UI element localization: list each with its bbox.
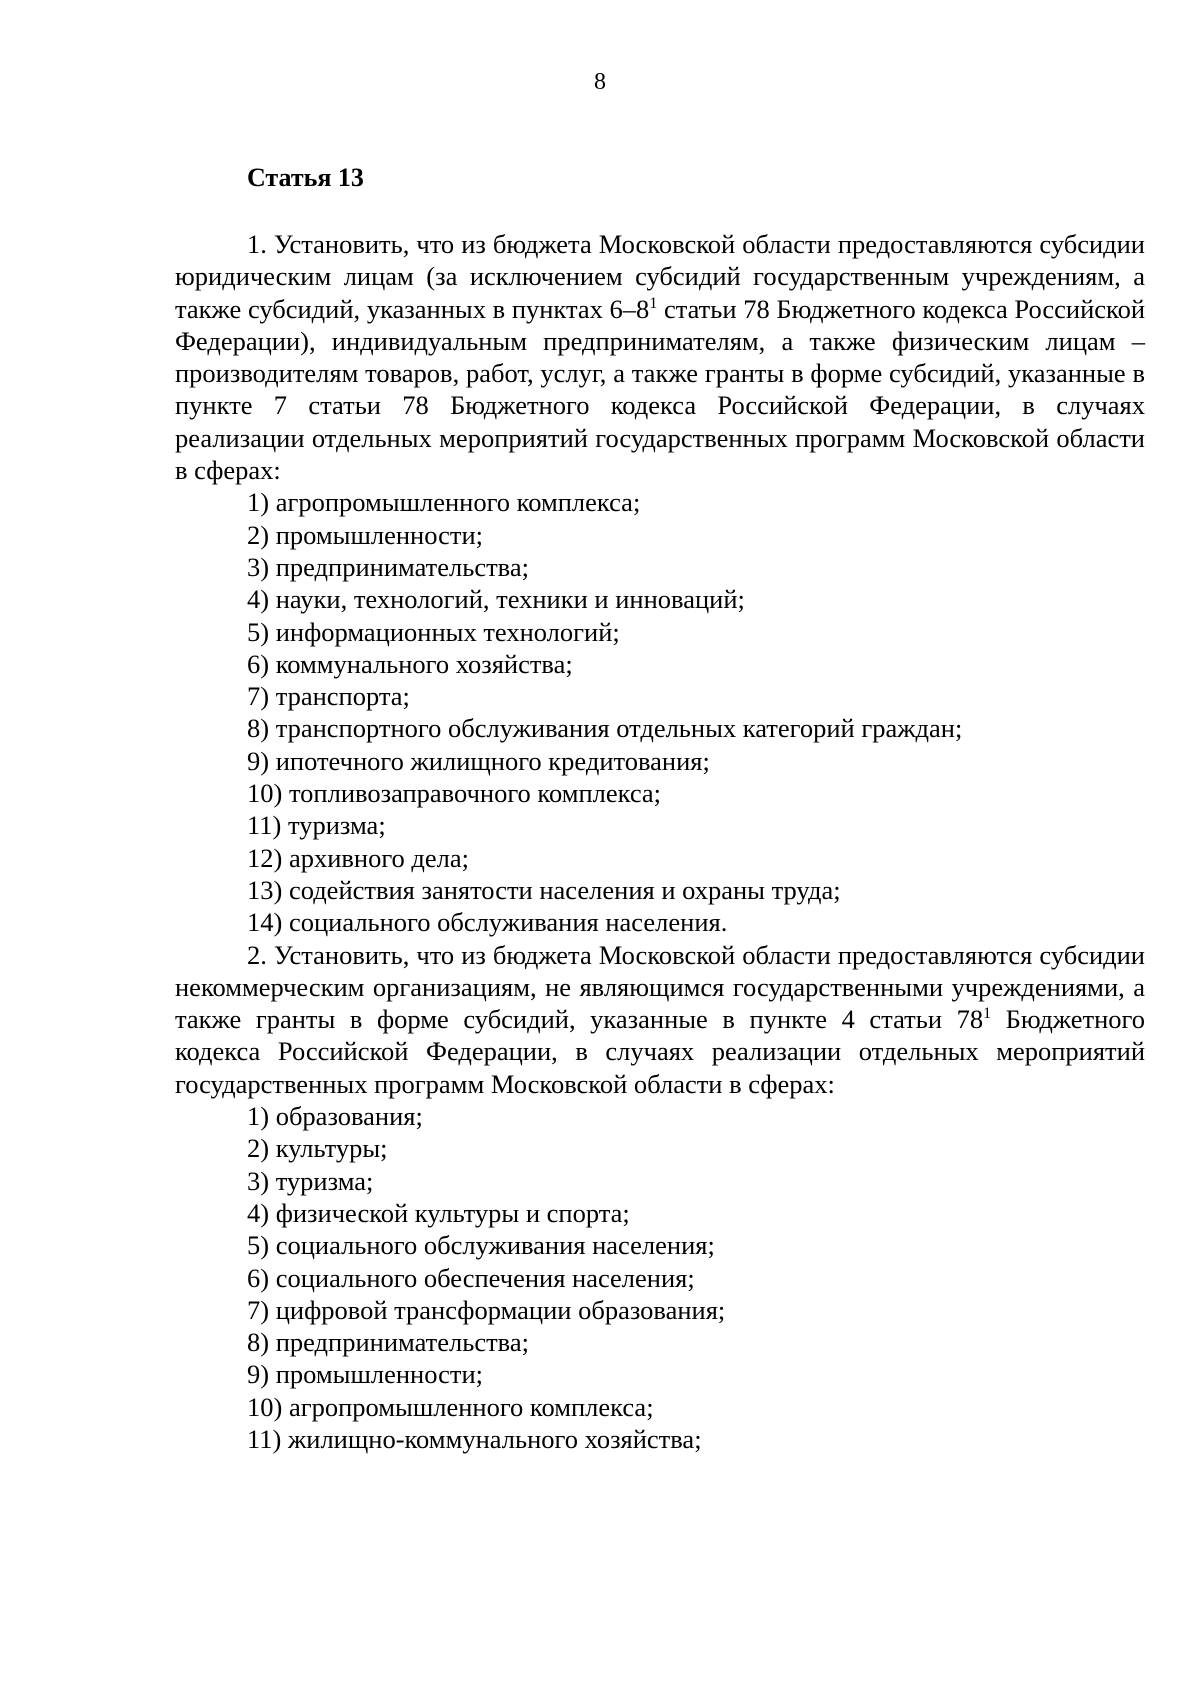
list-item: 5) социального обслуживания населения;: [247, 1230, 715, 1261]
list-item: 7) транспорта;: [247, 681, 410, 712]
list-item: 11) туризма;: [247, 810, 386, 841]
section-1-list: [175, 486, 1145, 938]
list-item: 1) агропромышленного комплекса;: [247, 487, 641, 518]
section-1-intro: [175, 228, 1145, 486]
section-2-intro: [175, 939, 1145, 1100]
list-item: 1) образования;: [247, 1101, 423, 1132]
list-item: 8) предпринимательства;: [247, 1327, 529, 1358]
section-2-list: [175, 1100, 1145, 1455]
list-item: 4) науки, технологий, техники и инноваций;: [247, 584, 745, 615]
list-item: 3) предпринимательства;: [247, 551, 529, 582]
list-item: 6) коммунального хозяйства;: [247, 648, 573, 679]
list-item: 13) содействия занятости населения и охраны труда;: [247, 874, 841, 905]
section-2-intro-end: Бюджетного кодекса Российской Федерации, в случаях реализации отдельных мероприятий государственных программ Московской области в сферах:: [175, 1004, 1145, 1099]
list-item: 6) социального обеспечения населения;: [247, 1262, 695, 1293]
list-item: 14) социального обслуживания населения.: [247, 907, 728, 938]
list-item: 9) промышленности;: [247, 1359, 484, 1390]
page-number: 8: [594, 69, 606, 95]
list-item: 2) культуры;: [247, 1133, 388, 1164]
list-item: 7) цифровой трансформации образования;: [247, 1294, 726, 1325]
list-item: 9) ипотечного жилищного кредитования;: [247, 745, 710, 776]
section-1-intro-end: статьи 78 Бюджетного кодекса Российской Федерации), индивидуальным предпринимателям, а также физическим лицам – производителям товаров, работ, услуг, а также гранты в форме субсидий, указанные в пункте 7 статьи 78 Бюджетного кодекса Российской Федерации, в случаях реализации отдельных мероприятий государственных программ Московской области в сферах:: [175, 293, 1145, 486]
list-item: 3) туризма;: [247, 1165, 374, 1196]
list-item: 11) жилищно-коммунального хозяйства;: [247, 1423, 702, 1454]
list-item: 12) архивного дела;: [247, 842, 470, 873]
list-item: 2) промышленности;: [247, 519, 484, 550]
section-1-intro-start: 1. Установить, что из бюджета Московской области предоставляются субсидии юридическим лицам (за исключением субсидий государственным учреждениям, а также субсидий, указанных в пунктах 6–8: [175, 229, 1145, 324]
list-item: 10) топливозаправочного комплекса;: [247, 778, 662, 809]
section-1-intro-superscript: 1: [649, 294, 658, 312]
list-item: 5) информационных технологий;: [247, 616, 620, 647]
list-item: 4) физической культуры и спорта;: [247, 1197, 630, 1228]
list-item: 8) транспортного обслуживания отдельных категорий граждан;: [247, 713, 963, 744]
section-2-intro-superscript: 1: [983, 1005, 992, 1023]
article-body: [175, 228, 1145, 1455]
list-item: 10) агропромышленного комплекса;: [247, 1391, 654, 1422]
section-2-intro-start: 2. Установить, что из бюджета Московской области предоставляются субсидии некоммерческим организациям, не являющимся государственными учреждениями, а также гранты в форме субсидий, указанные в пункте 4 статьи 78: [175, 939, 1145, 1035]
article-title: Статья 13: [247, 163, 364, 192]
